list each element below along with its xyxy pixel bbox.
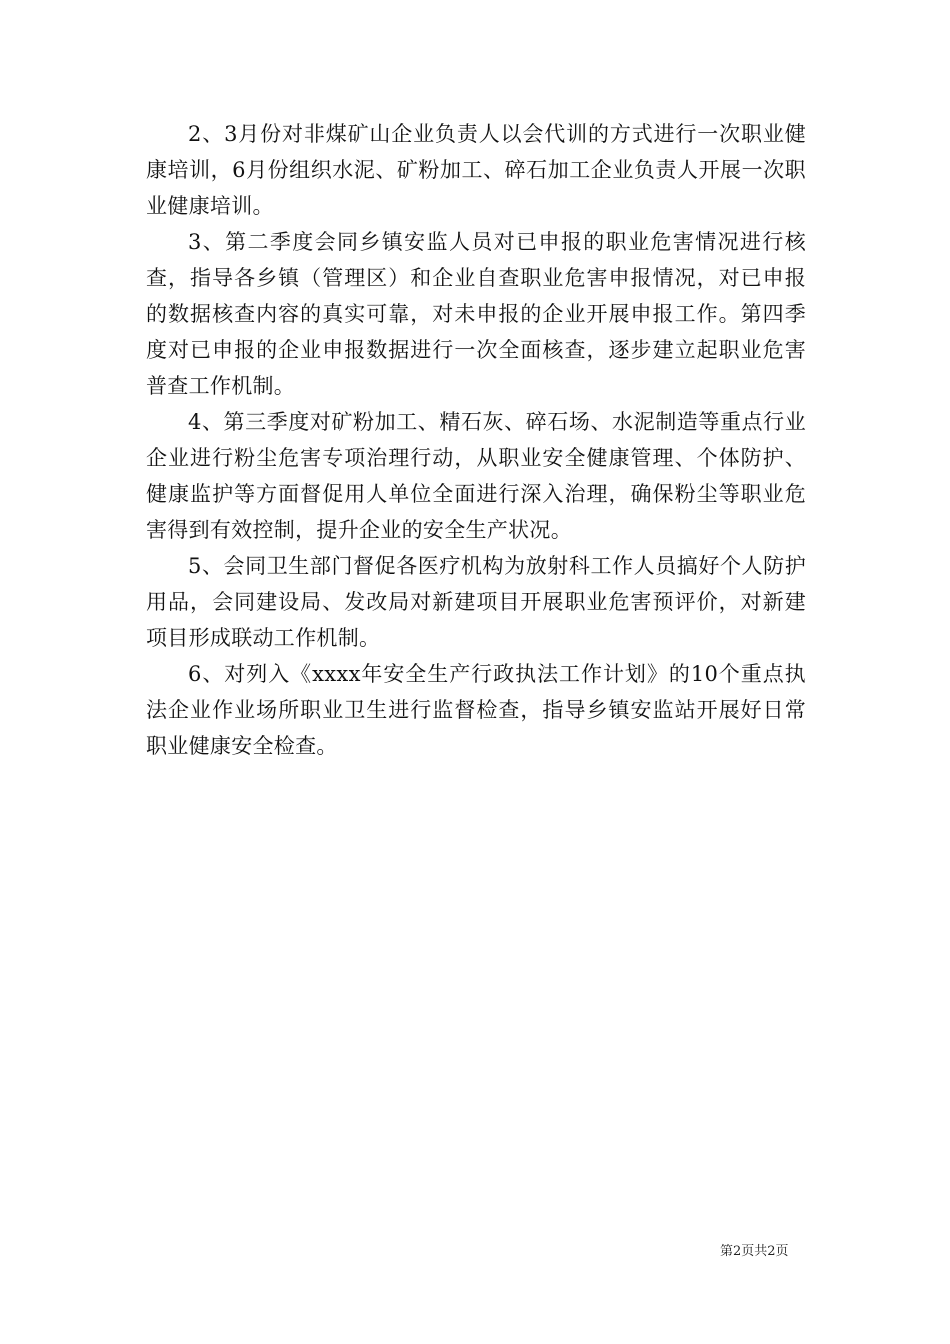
paragraph-5: 5、会同卫生部门督促各医疗机构为放射科工作人员搞好个人防护用品，会同建设局、发改局对新建项目开展职业危害预评价，对新建项目形成联动工作机制。 xyxy=(146,554,806,650)
document-body xyxy=(146,116,806,764)
paragraph-6: 6、对列入《xxxx年安全生产行政执法工作计划》的10个重点执法企业作业场所职业卫生进行监督检查，指导乡镇安监站开展好日常职业健康安全检查。 xyxy=(146,662,806,758)
paragraph-2: 2、3月份对非煤矿山企业负责人以会代训的方式进行一次职业健康培训，6月份组织水泥、矿粉加工、碎石加工企业负责人开展一次职业健康培训。 xyxy=(146,122,806,218)
paragraph-3: 3、第二季度会同乡镇安监人员对已申报的职业危害情况进行核查，指导各乡镇（管理区）和企业自查职业危害申报情况，对已申报的数据核查内容的真实可靠，对未申报的企业开展申报工作。第四季度对已申报的企业申报数据进行一次全面核查，逐步建立起职业危害普查工作机制。 xyxy=(146,230,806,398)
paragraph-4: 4、第三季度对矿粉加工、精石灰、碎石场、水泥制造等重点行业企业进行粉尘危害专项治理行动，从职业安全健康管理、个体防护、健康监护等方面督促用人单位全面进行深入治理，确保粉尘等职业危害得到有效控制，提升企业的安全生产状况。 xyxy=(146,410,806,542)
page-number-footer: 第2页共2页 xyxy=(720,1244,789,1259)
